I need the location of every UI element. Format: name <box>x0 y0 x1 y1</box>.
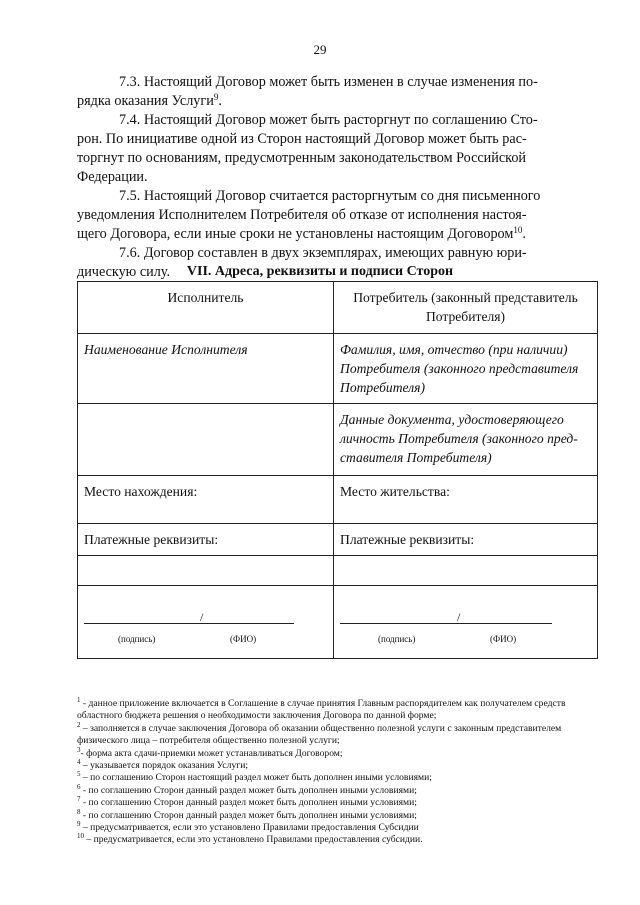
footnote-text: - по соглашению Сторон данный раздел может быть дополнен иными условиями; <box>80 784 417 796</box>
paragraph-7-6-line-2: дическую силу. <box>77 264 171 280</box>
consumer-name: Фамилия, имя, отчество (при наличии) Потребителя (законного представителя Потребителя) <box>334 334 598 404</box>
footnote-text: - форма акта сдачи-приемки может устанавливаться Договором; <box>80 747 343 759</box>
parties-table <box>77 281 598 659</box>
signature-slash: / <box>200 610 204 624</box>
executor-location: Место нахождения: <box>78 476 334 524</box>
paragraph-7-3-line-1: 7.3. Настоящий Договор может быть изменен в случае изменения по- <box>119 74 538 90</box>
footnote-mark: 4 <box>77 758 81 767</box>
footnote-item <box>77 772 597 784</box>
paragraph-7-4-line-1: 7.4. Настоящий Договор может быть расторгнут по соглашению Сто- <box>119 112 538 128</box>
signature-line <box>84 623 294 624</box>
consumer-signature-cell <box>334 586 598 659</box>
section-title: VII. Адреса, реквизиты и подписи Сторон <box>186 264 454 279</box>
paragraph-7-5-line-1: 7.5. Настоящий Договор считается расторгнутым со дня письменного <box>119 188 541 204</box>
signature-line <box>340 623 552 624</box>
paragraph-7-3-cont <box>77 92 597 111</box>
empty-cell <box>334 556 598 586</box>
footnote-item <box>77 782 597 797</box>
executor-header: Исполнитель <box>78 282 334 334</box>
footnote-text: – указывается порядок оказания Услуги; <box>80 760 248 772</box>
table-row <box>78 404 598 476</box>
consumer-residence: Место жительства: <box>334 476 598 524</box>
footnote-mark: 10 <box>77 832 84 841</box>
footnote-ref-10: 10 <box>513 225 523 235</box>
page-number: 29 <box>313 42 327 57</box>
table-row <box>78 586 598 659</box>
footnote-item <box>77 698 597 723</box>
footnote-item <box>77 807 597 822</box>
paragraph-7-5-line-3: щего Договора, если иные сроки не установлены настоящим Договором <box>77 226 514 242</box>
footnote-text: – предусматривается, если это установлено Правилами предоставления Субсидии <box>80 822 419 834</box>
footnote-text: – по соглашению Сторон настоящий раздел может быть дополнен иными условиями; <box>80 772 432 784</box>
executor-name: Наименование Исполнителя <box>78 334 334 404</box>
footnote-text: – предусматривается, если это установлено Правилами предоставления субсидии. <box>84 834 423 846</box>
empty-cell <box>78 404 334 476</box>
table-row <box>78 282 598 334</box>
paragraph-7-3-end: . <box>218 93 222 109</box>
table-row <box>78 476 598 524</box>
paragraph-7-3-line-2: рядка оказания Услуги <box>77 93 214 109</box>
executor-signature-cell <box>78 586 334 659</box>
footnote-item <box>77 760 597 772</box>
footnote-mark: 3 <box>77 745 81 754</box>
contract-text <box>77 73 597 282</box>
paragraph-7-5-line-2: уведомления Исполнителем Потребителя об отказе от исполнения настоя- <box>77 207 527 223</box>
consumer-header: Потребитель (законный представитель Потребителя) <box>334 282 598 334</box>
footnote-text: - по соглашению Сторон данный раздел может быть дополнен иными условиями; <box>80 797 417 809</box>
empty-cell <box>78 556 334 586</box>
paragraph-7-5-cont <box>77 225 597 244</box>
fio-caption: (ФИО) <box>230 634 257 644</box>
paragraph-7-5-end: . <box>522 226 526 242</box>
footnote-mark: 6 <box>77 782 81 791</box>
consumer-document: Данные документа, удостоверяющего личность Потребителя (законного пред-ставителя Потребителя) <box>334 404 598 476</box>
footnote-item <box>77 720 597 748</box>
footnote-text: – заполняется в случае заключения Договора об оказании общественно полезной услуги с законным представителем физического лица – потребителя общественно полезной услуги; <box>77 722 562 747</box>
footnote-text: - данное приложение включается в Соглашение в случае принятия Главным распорядителем как получателем средств областного бюджета решения о необходимости заключения Договора по данной форме; <box>77 698 566 722</box>
footnote-mark: 1 <box>77 696 81 704</box>
footnote-item <box>77 797 597 809</box>
paragraph-7-4-line-4: Федерации. <box>77 169 148 185</box>
paragraph-7-3 <box>77 73 597 92</box>
fio-caption: (ФИО) <box>490 634 517 644</box>
table-row <box>78 524 598 556</box>
signature-caption: (подпись) <box>118 634 156 644</box>
table-row <box>78 334 598 404</box>
footnote-item <box>77 745 597 760</box>
paragraph-7-4-line-3: торгнут по основаниям, предусмотренным законодательством Российской <box>77 150 527 166</box>
paragraph-7-4-line-2: рон. По инициативе одной из Сторон настоящий Договор может быть рас- <box>77 131 527 147</box>
footnote-text: - по соглашению Сторон данный раздел может быть дополнен иными условиями; <box>80 809 417 821</box>
executor-payment: Платежные реквизиты: <box>78 524 334 556</box>
signature-slash: / <box>457 610 461 624</box>
footnote-mark: 8 <box>77 807 81 816</box>
footnote-mark: 2 <box>77 720 81 729</box>
footnote-item <box>77 822 597 834</box>
footnote-mark: 5 <box>77 770 81 779</box>
signature-caption: (подпись) <box>378 634 416 644</box>
footnote-item <box>77 834 597 846</box>
consumer-payment: Платежные реквизиты: <box>334 524 598 556</box>
footnote-mark: 9 <box>77 820 81 829</box>
footnotes <box>77 698 597 847</box>
paragraph-7-6-line-1: 7.6. Договор составлен в двух экземплярах, имеющих равную юри- <box>119 245 527 261</box>
footnote-ref-9: 9 <box>213 92 219 102</box>
table-row <box>78 556 598 586</box>
footnote-mark: 7 <box>77 795 81 804</box>
